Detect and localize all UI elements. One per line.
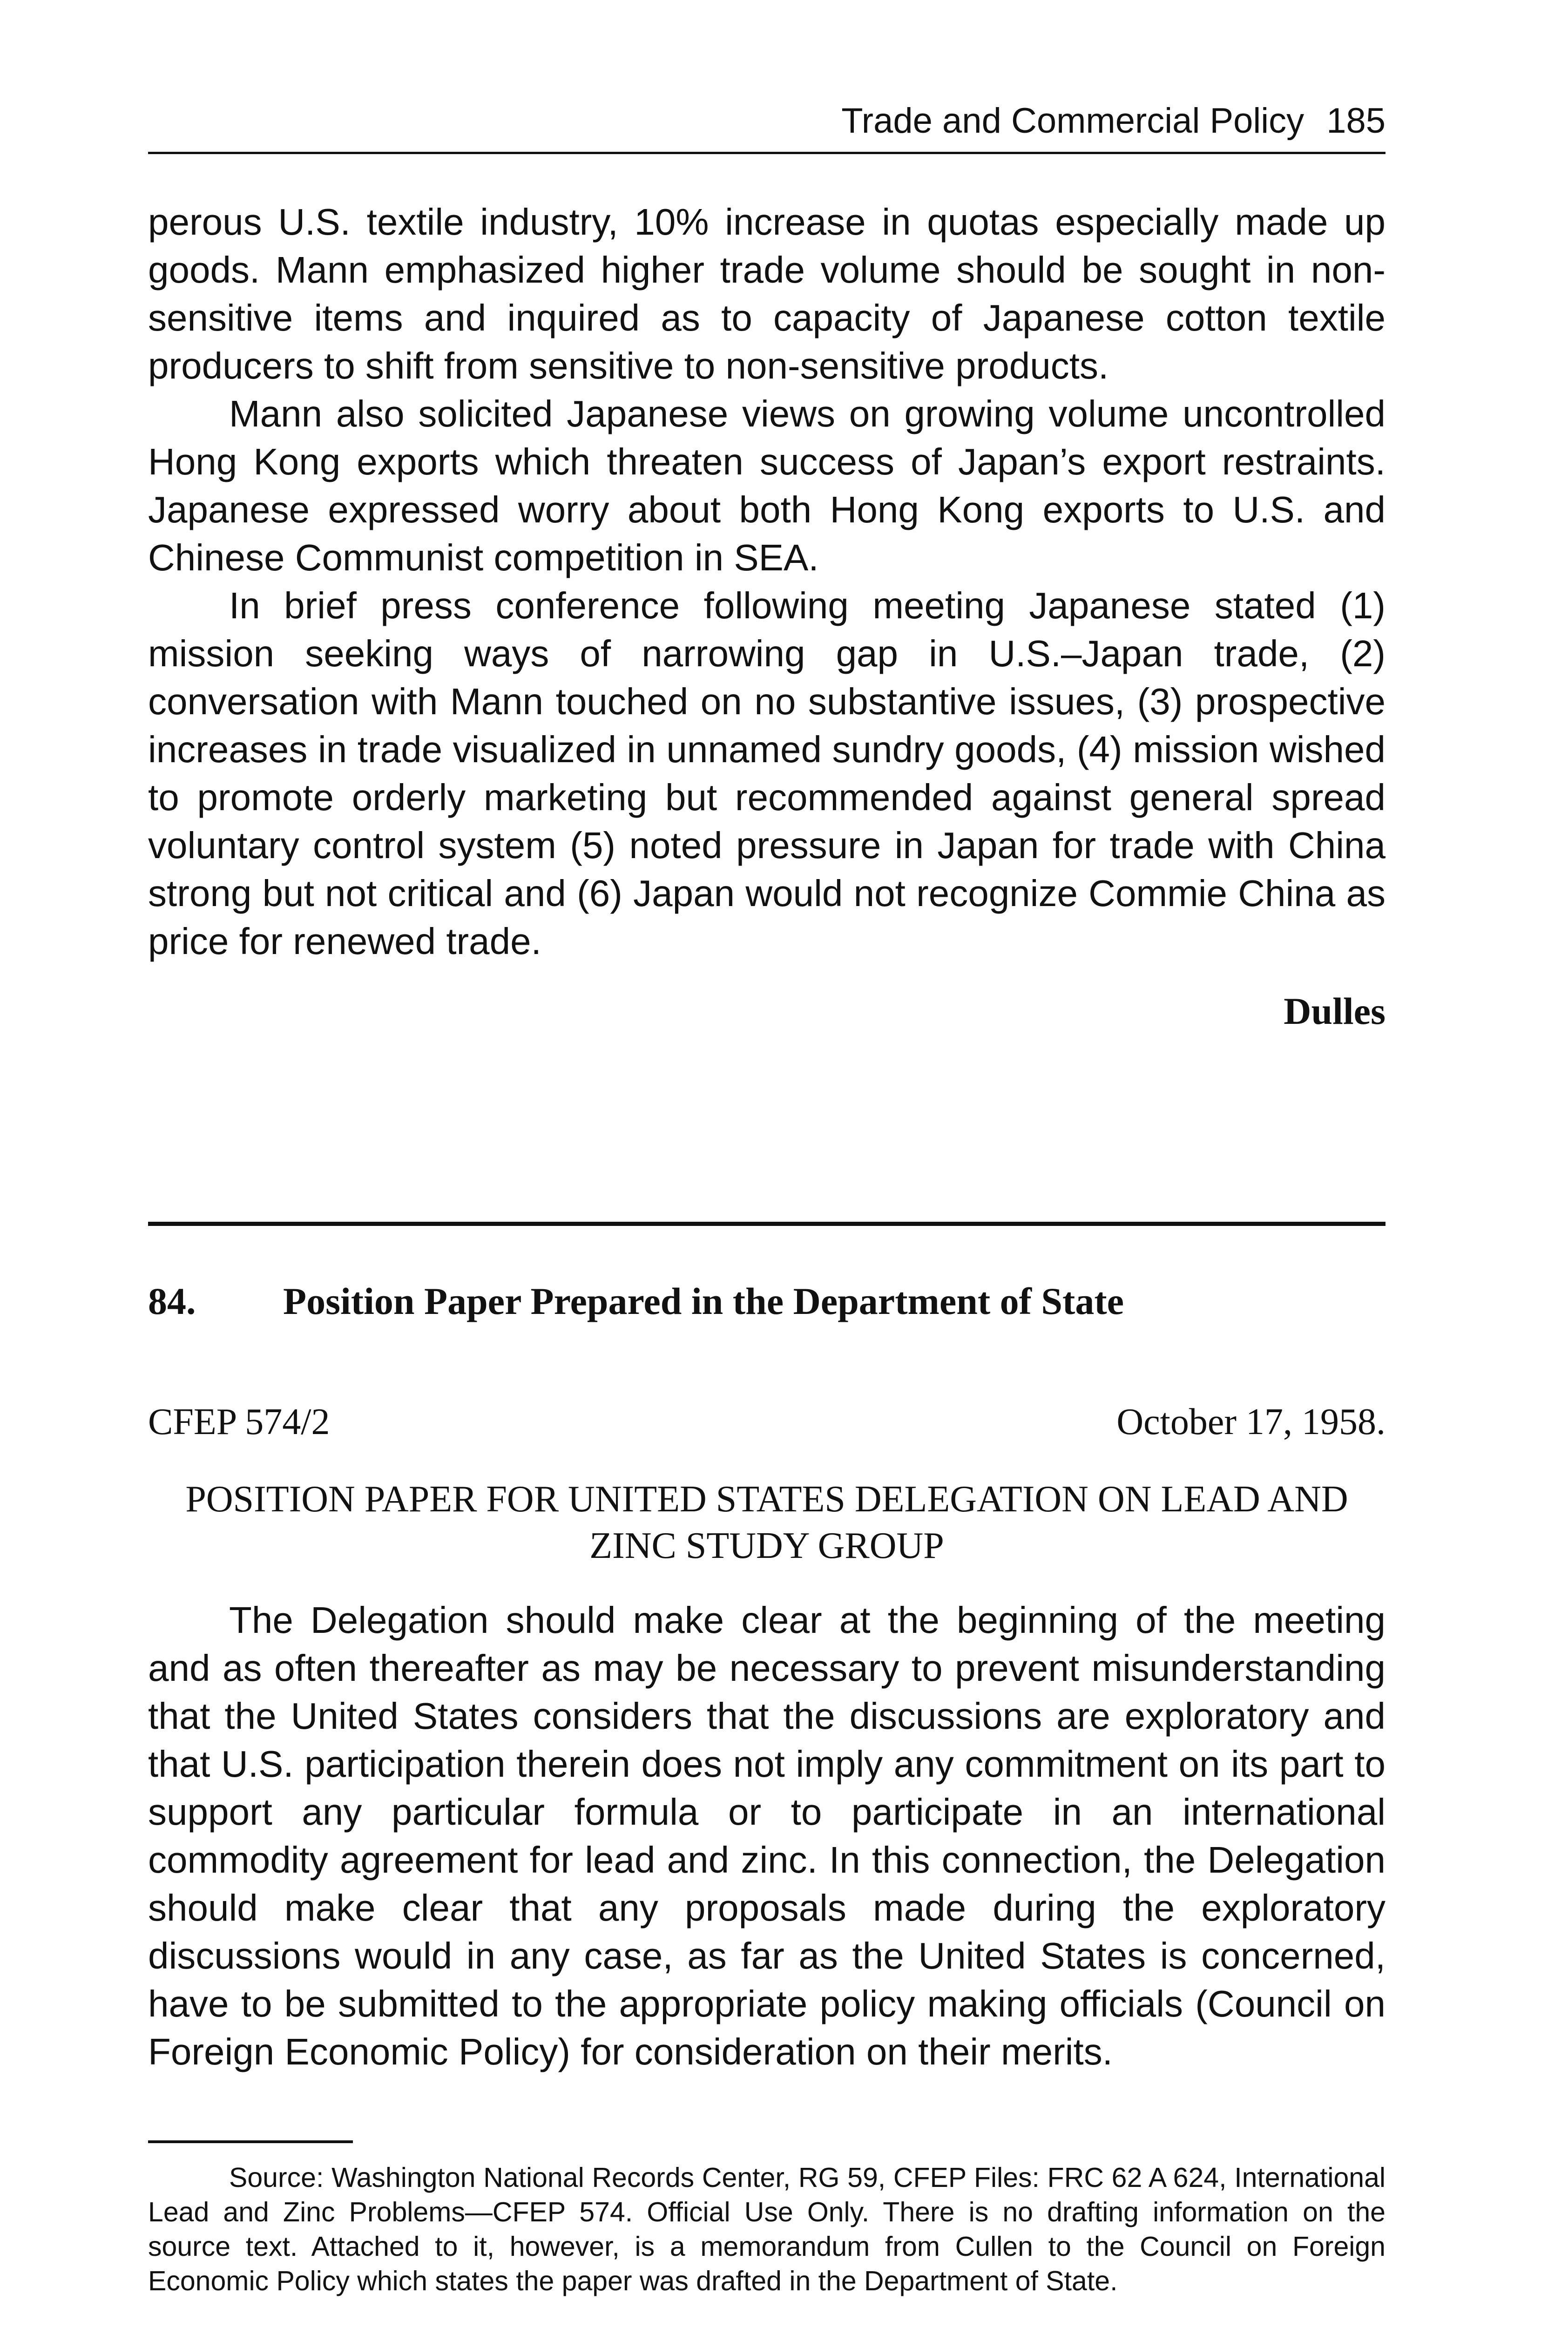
paragraph: perous U.S. textile industry, 10% increase in quotas especially made up goods. Mann emphasized higher trade volume should be sought in non-sensitive items and inquired as to capacity of Japanese cotton textile producers to shift from sensitive to non-sensitive products. — [148, 201, 1386, 386]
paragraph: Mann also solicited Japanese views on growing volume uncontrolled Hong Kong exports which threaten success of Japan’s export restraints. Japanese expressed worry about both Hong Kong exports to U.S. and Chinese Communist competition in SEA. — [148, 393, 1386, 578]
paper-title: POSITION PAPER FOR UNITED STATES DELEGATION ON LEAD AND ZINC STUDY GROUP — [185, 1479, 1348, 1566]
reference-line — [148, 1399, 1386, 1445]
continued-telegram-text — [148, 198, 1386, 965]
document-heading-title: Position Paper Prepared in the Department of State — [283, 1280, 1124, 1322]
document-date: October 17, 1958. — [1116, 1401, 1386, 1442]
document-number: 84. — [148, 1280, 196, 1322]
running-head — [148, 98, 1386, 144]
source-footnote: Source: Washington National Records Center, RG 59, CFEP Files: FRC 62 A 624, International Lead and Zinc Problems—CFEP 574. Official Use Only. There is no drafting information on the source text. Attached to it, however, is a memorandum from Cullen to the Council on Foreign Economic Policy which states the paper was drafted in the Department of State. — [148, 2162, 1386, 2296]
page-number: 185 — [1326, 101, 1386, 141]
document-heading — [148, 1278, 1386, 1325]
file-reference: CFEP 574/2 — [148, 1401, 330, 1442]
paragraph: In brief press conference following meeting Japanese stated (1) mission seeking ways of narrowing gap in U.S.–Japan trade, (2) conversation with Mann touched on no substantive issues, (3) prospective increases in trade visualized in unnamed sundry goods, (4) mission wished to promote orderly marketing but recommended against general spread voluntary control system (5) noted pressure in Japan for trade with China strong but not critical and (6) Japan would not recognize Commie China as price for renewed trade. — [148, 585, 1386, 962]
running-head-title: Trade and Commercial Policy — [841, 101, 1304, 141]
footnote-rule — [148, 2140, 353, 2143]
paragraph: The Delegation should make clear at the beginning of the meeting and as often thereafter as may be necessary to prevent misunderstanding that the United States considers that the discussions are exploratory and that U.S. participation therein does not imply any commitment on its part to support any particular formula or to participate in an international commodity agreement for lead and zinc. In this connection, the Delegation should make clear that any proposals made during the exploratory discussions would in any case, as far as the United States is concerned, have to be submitted to the appropriate policy making officials (Council on Foreign Economic Policy) for consideration on their merits. — [148, 1599, 1386, 2072]
header-rule — [148, 152, 1386, 154]
signature: Dulles — [1284, 990, 1386, 1032]
position-paper-text — [148, 1596, 1386, 2076]
section-divider — [148, 1222, 1386, 1226]
